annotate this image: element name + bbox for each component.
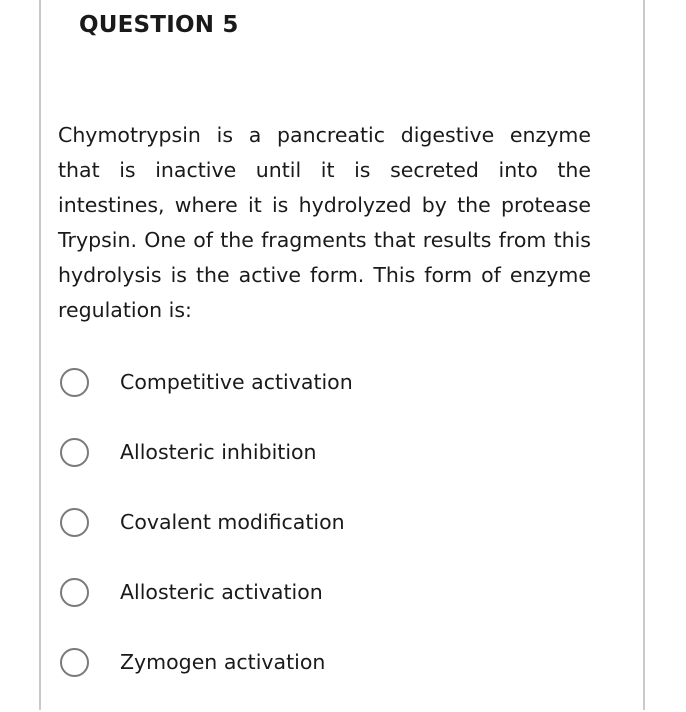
question-title: QUESTION 5 (79, 12, 239, 38)
option-label: Covalent modification (120, 510, 345, 534)
radio-button[interactable] (60, 368, 89, 397)
answer-option-covalent-modification[interactable] (60, 502, 620, 542)
radio-button[interactable] (60, 438, 89, 467)
radio-button[interactable] (60, 508, 89, 537)
answer-option-zymogen-activation[interactable] (60, 642, 620, 682)
option-label: Allosteric inhibition (120, 440, 317, 464)
radio-button[interactable] (60, 578, 89, 607)
answer-option-allosteric-activation[interactable] (60, 572, 620, 612)
question-text: Chymotrypsin is a pancreatic digestive enzyme that is inactive until it is secreted into the intestines, where it is hydrolyzed by the protease Trypsin. One of the fragments that results from this hydrolysis is the active form. This form of enzyme regulation is: (58, 123, 591, 322)
option-label: Competitive activation (120, 370, 353, 394)
answer-options (60, 362, 620, 712)
answer-option-allosteric-inhibition[interactable] (60, 432, 620, 472)
radio-button[interactable] (60, 648, 89, 677)
option-label: Zymogen activation (120, 650, 326, 674)
option-label: Allosteric activation (120, 580, 323, 604)
answer-option-competitive-activation[interactable] (60, 362, 620, 402)
